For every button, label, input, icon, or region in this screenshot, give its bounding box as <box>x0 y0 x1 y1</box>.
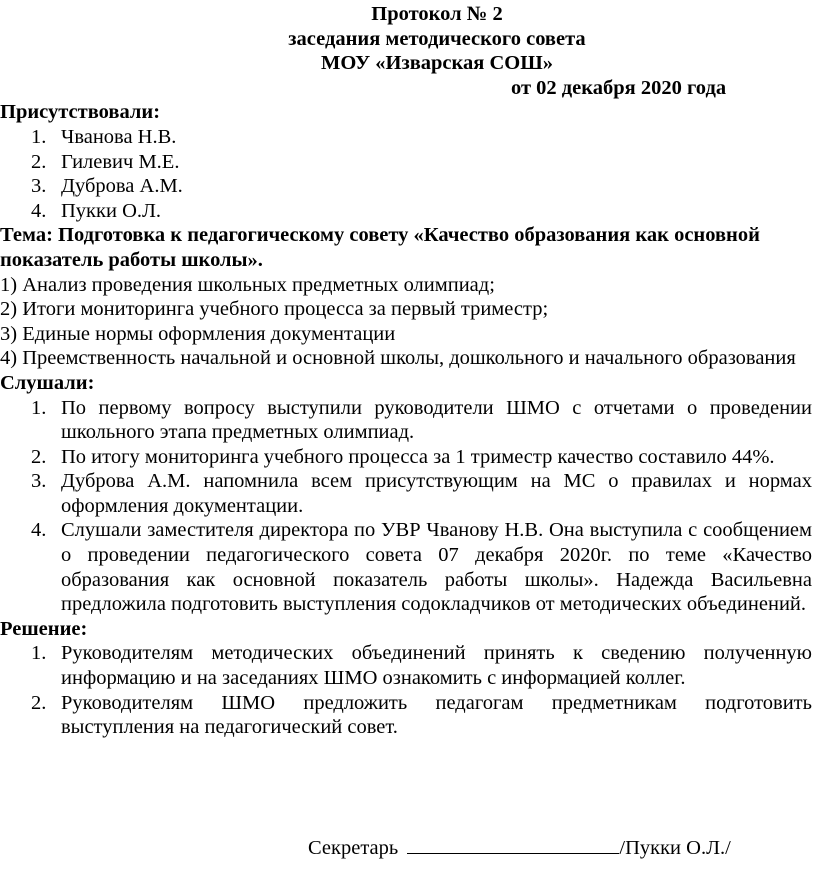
decision-list <box>0 641 812 739</box>
protocol-document <box>0 2 812 740</box>
signature-name: /Пукки О.Л./ <box>619 837 731 859</box>
list-item <box>0 445 812 470</box>
signature-line <box>308 834 731 861</box>
list-number: 4. <box>31 199 47 222</box>
list-item-text: Руководителям ШМО предложить педагогам предметникам подготовить выступления на педагогический совет. <box>61 691 812 739</box>
list-item-text: Слушали заместителя директора по УВР Чванову Н.В. Она выступила с сообщением о проведении педагогического совета 07 декабря 2020г. по теме «Качество образования как основной показатель работы школы». Надежда Васильевна предложила подготовить выступления содокладчиков от методических объединений. <box>61 519 812 616</box>
list-item <box>0 641 812 690</box>
list-number: 3. <box>31 175 47 198</box>
list-item-text: По первому вопросу выступили руководители ШМО с отчетами о проведении школьного этапа предметных олимпиад. <box>61 396 812 444</box>
protocol-date: от 02 декабря 2020 года <box>511 76 727 99</box>
list-item <box>0 691 812 740</box>
list-item-text: Чванова Н.В. <box>61 125 177 148</box>
list-item-text: По итогу мониторинга учебного процесса за 1 триместр качество составило 44%. <box>61 445 775 468</box>
list-number: 1. <box>31 396 47 419</box>
meeting-topic: Тема: Подготовка к педагогическому совету «Качество образования как основной показатель работы школы». <box>0 224 760 271</box>
list-number: 3. <box>31 470 47 493</box>
agenda-item: 1) Анализ проведения школьных предметных олимпиад; <box>0 273 495 296</box>
list-number: 2. <box>31 150 47 173</box>
list-item-text: Пукки О.Л. <box>61 199 162 222</box>
list-number: 2. <box>31 691 47 714</box>
protocol-subtitle: заседания методического совета <box>288 27 586 50</box>
decision-heading: Решение: <box>0 617 88 640</box>
list-item <box>0 150 812 175</box>
organization-name: МОУ «Изварская СОШ» <box>320 52 554 75</box>
present-list <box>0 125 812 223</box>
present-heading: Присутствовали: <box>0 101 161 124</box>
list-item <box>0 174 812 199</box>
list-item <box>0 469 812 518</box>
agenda-item: 2) Итоги мониторинга учебного процесса за первый триместр; <box>0 298 549 321</box>
agenda-list <box>0 273 812 371</box>
list-item-text: Дуброва А.М. <box>61 175 183 198</box>
list-number: 1. <box>31 642 47 665</box>
list-number: 1. <box>31 125 47 148</box>
list-item-text: Гилевич М.Е. <box>61 150 180 173</box>
list-item <box>0 199 812 224</box>
list-number: 2. <box>31 445 47 468</box>
list-item-text: Дуброва А.М. напомнила всем присутствующим на МС о правилах и нормах оформления документации. <box>61 470 812 517</box>
list-item <box>0 396 812 445</box>
signature-role: Секретарь <box>308 837 399 859</box>
list-number: 4. <box>31 519 47 542</box>
list-item-text: Руководителям методических объединений принять к сведению полученную информацию и на заседаниях ШМО ознакомить с информацией коллег. <box>61 642 812 690</box>
protocol-title: Протокол № 2 <box>371 3 503 25</box>
heard-list <box>0 396 812 617</box>
signature-blank-line <box>407 834 619 854</box>
list-item <box>0 518 812 616</box>
list-item <box>0 125 812 150</box>
heard-heading: Слушали: <box>0 371 95 394</box>
agenda-item: 3) Единые нормы оформления документации <box>0 322 396 345</box>
agenda-item: 4) Преемственность начальной и основной школы, дошкольного и начального образования <box>0 347 796 370</box>
